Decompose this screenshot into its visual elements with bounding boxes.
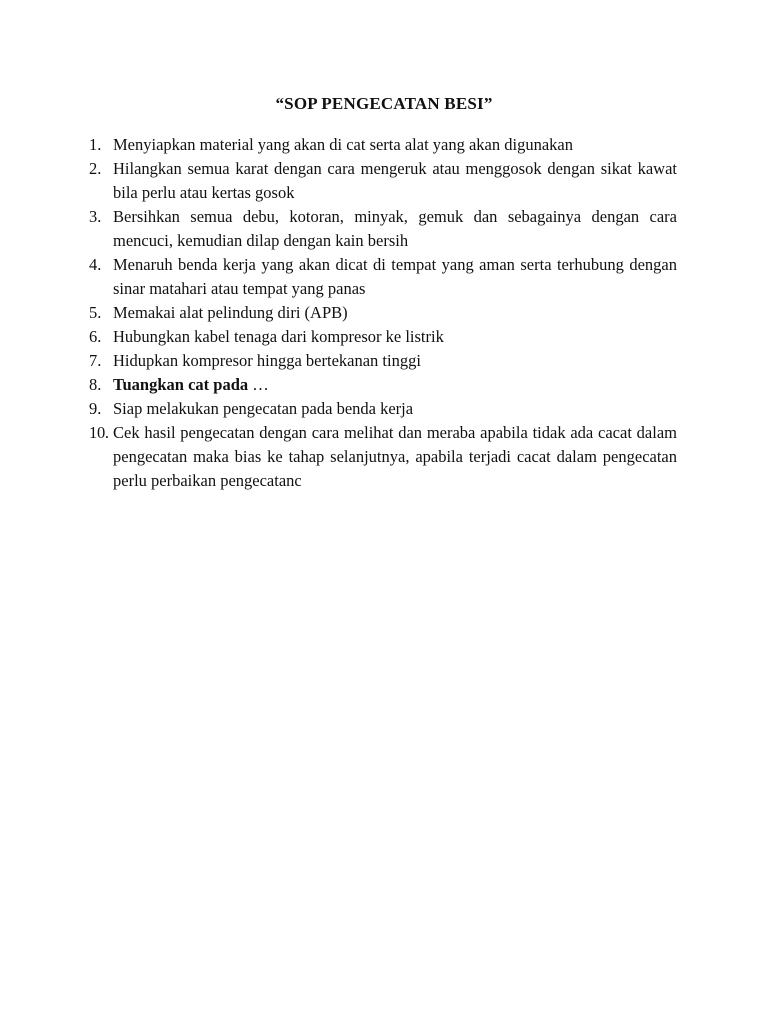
list-item-text: Cek hasil pengecatan dengan cara melihat dan meraba apabila tidak ada cacat dalam pengecatan maka bias ke tahap selanjutnya, apabila terjadi cacat dalam pengecatan perlu perbaikan pengecatanc (113, 423, 677, 490)
list-item-text: Hidupkan kompresor hingga bertekanan tinggi (113, 351, 421, 370)
list-item-number: 5. (89, 303, 102, 322)
document-title: “SOP PENGECATAN BESI” (275, 94, 493, 113)
list-item (89, 325, 677, 349)
list-item-text: Bersihkan semua debu, kotoran, minyak, gemuk dan sebagainya dengan cara mencuci, kemudian dilap dengan kain bersih (113, 207, 677, 250)
list-item-text: Memakai alat pelindung diri (APB) (113, 303, 348, 322)
list-item-text: Menyiapkan material yang akan di cat serta alat yang akan digunakan (113, 135, 573, 154)
list-item (89, 397, 677, 421)
list-item-number: 4. (89, 255, 102, 274)
list-item-bold-text: Tuangkan cat pada (113, 375, 249, 394)
list-item (89, 157, 677, 205)
list-item-number: 6. (89, 327, 102, 346)
list-item-number: 1. (89, 135, 102, 154)
list-item-number: 3. (89, 207, 102, 226)
list-item (89, 301, 677, 325)
list-item-text: … (248, 375, 269, 394)
list-item (89, 133, 677, 157)
list-item (89, 373, 677, 397)
list-item-text: Hubungkan kabel tenaga dari kompresor ke listrik (113, 327, 444, 346)
list-item-number: 9. (89, 399, 102, 418)
list-item (89, 349, 677, 373)
list-item-number: 2. (89, 159, 102, 178)
sop-steps-list (89, 133, 677, 493)
list-item-text: Hilangkan semua karat dengan cara mengeruk atau menggosok dengan sikat kawat bila perlu atau kertas gosok (113, 159, 677, 202)
list-item-text: Menaruh benda kerja yang akan dicat di tempat yang aman serta terhubung dengan sinar matahari atau tempat yang panas (113, 255, 677, 298)
list-item (89, 205, 677, 253)
list-item-text: Siap melakukan pengecatan pada benda kerja (113, 399, 414, 418)
list-item (89, 253, 677, 301)
list-item-number: 7. (89, 351, 102, 370)
list-item-number: 8. (89, 375, 102, 394)
list-item-number: 10. (89, 423, 109, 442)
list-item (89, 421, 677, 493)
